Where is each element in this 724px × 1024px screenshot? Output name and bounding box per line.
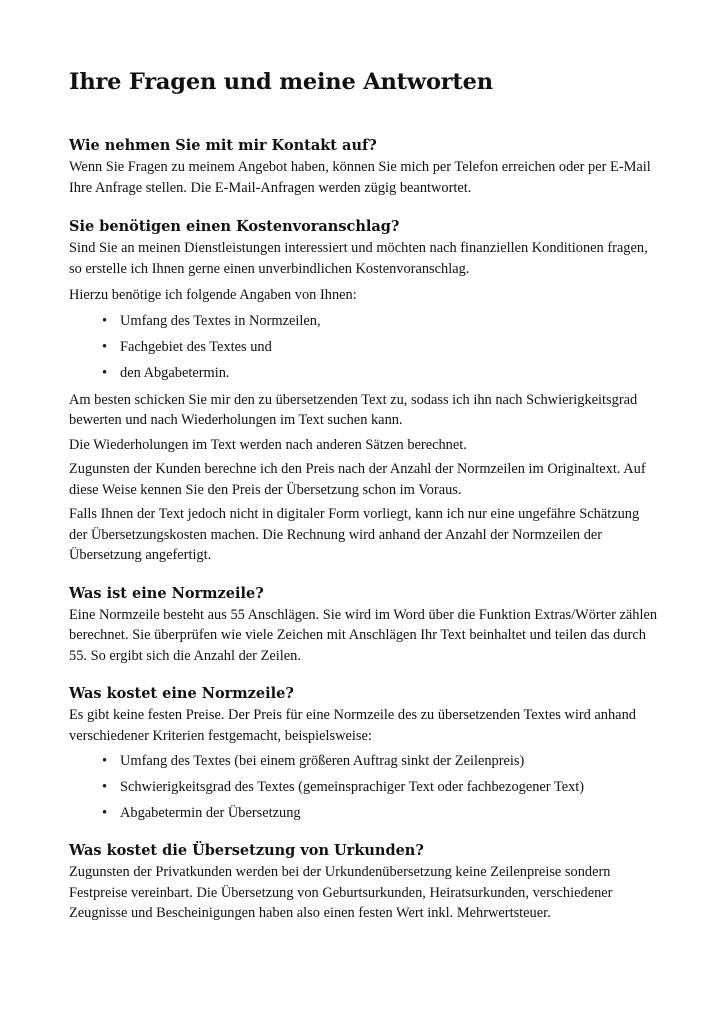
bullet-icon: • [102, 338, 108, 355]
list-item [69, 363, 659, 383]
section-heading: Was kostet die Übersetzung von Urkunden? [69, 842, 424, 859]
list-item [69, 337, 659, 357]
paragraph: Es gibt keine festen Preise. Der Preis für eine Normzeile des zu übersetzenden Textes wird anhand verschiedener Kriterien festgemacht, beispielsweise: [69, 707, 636, 744]
section-heading: Wie nehmen Sie mit mir Kontakt auf? [69, 137, 377, 154]
list-item [69, 803, 659, 823]
paragraph: Eine Normzeile besteht aus 55 Anschlägen. Sie wird im Word über die Funktion Extras/Wörter zählen berechnet. Sie überprüfen wie viele Zeichen mit Anschlägen Ihr Text beinhaltet und teilen das durch 55. So ergibt sich die Anzahl der Zeilen. [69, 606, 658, 664]
bullet-icon: • [102, 779, 108, 795]
list-item-text: Umfang des Textes in Normzeilen, [120, 312, 321, 329]
bullet-icon: • [102, 364, 108, 381]
paragraph: Falls Ihnen der Text jedoch nicht in digitaler Form vorliegt, kann ich nur eine ungefähre Schätzung der Übersetzungskosten machen. Die Rechnung wird anhand der Anzahl der Normzeilen der Übersetzung angefertigt. [69, 506, 640, 563]
paragraph: Sind Sie an meinen Dienstleistungen interessiert und möchten nach finanziellen Konditionen fragen, so erstelle ich Ihnen gerne einen unverbindlichen Kostenvoranschlag. [69, 240, 648, 277]
list-item-text: den Abgabetermin. [120, 364, 230, 381]
criteria-list [69, 751, 659, 823]
paragraph: Zugunsten der Privatkunden werden bei der Urkundenübersetzung keine Zeilenpreise sondern Festpreise vereinbart. Die Übersetzung von Geburtsurkunden, Heiratsurkunden, verschiedener Zeugnisse und Bescheinigungen haben also einen festen Wert inkl. Mehrwertsteuer. [69, 864, 613, 921]
section-contact [69, 135, 659, 198]
bullet-icon: • [102, 753, 108, 769]
document-page [69, 66, 659, 924]
paragraph: Die Wiederholungen im Text werden nach anderen Sätzen berechnet. [69, 436, 467, 453]
section-certificates [69, 840, 659, 924]
list-item [69, 777, 659, 797]
paragraph: Wenn Sie Fragen zu meinem Angebot haben, können Sie mich per Telefon erreichen oder per E-Mail Ihre Anfrage stellen. Die E-Mail-Anfragen werden zügig beantwortet. [69, 159, 651, 196]
list-item-text: Abgabetermin der Übersetzung [120, 805, 301, 821]
list-item [69, 311, 659, 331]
bullet-icon: • [102, 312, 108, 329]
section-heading: Was kostet eine Normzeile? [69, 685, 294, 702]
page-title: Ihre Fragen und meine Antworten [69, 69, 493, 95]
section-quote [69, 216, 659, 566]
section-normzeile-cost [69, 683, 659, 823]
list-item-text: Fachgebiet des Textes und [120, 338, 272, 355]
section-heading: Was ist eine Normzeile? [69, 584, 264, 602]
paragraph: Am besten schicken Sie mir den zu übersetzenden Text zu, sodass ich ihn nach Schwierigkeitsgrad bewerten und nach Wiederholungen im Text suchen kann. [69, 391, 638, 428]
bullet-icon: • [102, 805, 108, 821]
list-item [69, 751, 659, 771]
section-heading: Sie benötigen einen Kostenvoranschlag? [69, 218, 400, 235]
paragraph: Zugunsten der Kunden berechne ich den Preis nach der Anzahl der Normzeilen im Originaltext. Auf diese Weise kennen Sie den Preis der Übersetzung schon im Voraus. [69, 461, 646, 498]
paragraph: Hierzu benötige ich folgende Angaben von Ihnen: [69, 287, 357, 303]
list-item-text: Umfang des Textes (bei einem größeren Auftrag sinkt der Zeilenpreis) [120, 753, 525, 769]
list-item-text: Schwierigkeitsgrad des Textes (gemeinsprachiger Text oder fachbezogener Text) [120, 779, 585, 795]
requirements-list [69, 311, 659, 383]
section-normzeile [69, 583, 659, 667]
